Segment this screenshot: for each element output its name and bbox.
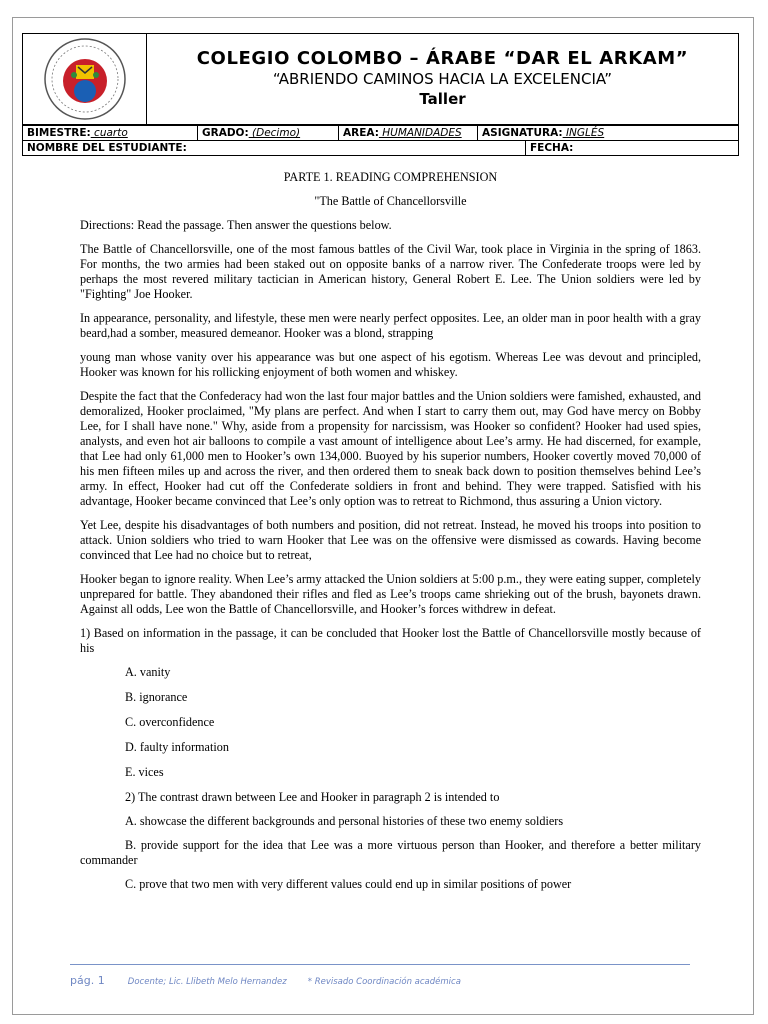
paragraph: Despite the fact that the Confederacy had won the last four major battles and the Union soldiers were famished, exhausted, and demoralized, Hooker proclaimed, "My plans are perfect. And when I start to carry them out, may God have mercy on Bobby Lee, for I shall have none." Why, aside from a propensity for narcissism, was Hooker so confident? Hooker had used spies, analysts, and even hot air balloons to compile a vast amount of intelligence about Lee’s army. He had discerned, for example, that Lee had only 61,000 men to Hooker’s own 134,000. Buoyed by his superior numbers, Hooker covertly moved 70,000 of his men fifteen miles up and across the river, and then ordered them to sneak back down to position themselves behind Lee’s army. In effect, Hooker had cut off the Confederate soldiers in front and behind. They were trapped. Satisfied with his advantage, Hooker became convinced that Lee’s only option was to retreat to Richmond, thus assuring a Union victory. (80, 389, 701, 508)
page-footer (70, 964, 690, 988)
paragraph: The Battle of Chancellorsville, one of the most famous battles of the Civil War, took place in Virginia in the spring of 1863. For months, the two armies had been staked out on opposite banks of a narrow river. The Confederate troops were led by perhaps the most revered military tactician in American history, General Robert E. Lee. The Union soldiers were led by "Fighting" Joe Hooker. (80, 242, 701, 301)
asignatura-cell (478, 126, 739, 141)
grado-value: (Decimo) (248, 127, 301, 139)
paragraph: young man whose vanity over his appearance was but one aspect of his egotism. Whereas Lee was devout and principled, Hooker was known for his rollicking enjoyment of both women and whiskey. (80, 350, 701, 379)
area-cell (339, 126, 478, 141)
q2-option-c: C. prove that two men with very different values could end up in similar positions of power (125, 877, 572, 891)
logo-cell (23, 34, 147, 124)
student-info-table (22, 125, 739, 156)
q1-option-d: D. faulty information (125, 740, 229, 754)
q1-option-c: C. overconfidence (125, 715, 215, 729)
bimestre-label: BIMESTRE: (27, 127, 91, 139)
q2-option-a: A. showcase the different backgrounds and personal histories of these two enemy soldiers (125, 814, 564, 828)
document-type: Taller (419, 90, 466, 108)
paragraph: Yet Lee, despite his disadvantages of both numbers and position, did not retreat. Instead, he moved his troops into position to attack. Union soldiers who tried to warn Hooker that Lee was on the offensive were dismissed as cowards. Having become convinced that Lee had no choice but to retreat, (80, 518, 701, 562)
page-number: pág. 1 (70, 974, 105, 987)
school-name: COLEGIO COLOMBO – ÁRABE “DAR EL ARKAM” (196, 48, 689, 69)
teacher-credit: Docente; Lic. Llibeth Melo Hernandez (127, 977, 287, 987)
date-label: FECHA: (530, 142, 574, 154)
asignatura-label: ASIGNATURA: (482, 127, 563, 139)
date-cell (526, 141, 739, 156)
paragraph: Hooker began to ignore reality. When Lee’s army attacked the Union soldiers at 5:00 p.m., they were eating supper, completely unprepared for battle. They abandoned their rifles and fled as Lee’s troops came shrieking out of the brush, bayonets drawn. Against all odds, Lee won the Battle of Chancellorsville, and Hooker’s forces withdrew in defeat. (80, 572, 701, 616)
area-label: AREA: (343, 127, 379, 139)
section-title: PARTE 1. READING COMPREHENSION (283, 170, 498, 184)
paragraph: In appearance, personality, and lifestyle, these men were nearly perfect opposites. Lee, an older man in poor health with a gray beard,had a somber, measured demeanor. Hooker was a blond, strapping (80, 311, 701, 340)
student-name-cell (23, 141, 526, 156)
grado-label: GRADO: (202, 127, 249, 139)
question-2: 2) The contrast drawn between Lee and Hooker in paragraph 2 is intended to (125, 790, 500, 804)
school-motto: “ABRIENDO CAMINOS HACIA LA EXCELENCIA” (272, 70, 613, 88)
bimestre-cell (23, 126, 198, 141)
directions: Directions: Read the passage. Then answer the questions below. (80, 218, 392, 232)
q2-option-b: B. provide support for the idea that Lee was a more virtuous person than Hooker, and therefore a better military commander (80, 838, 701, 867)
grado-cell (198, 126, 339, 141)
q1-option-a: A. vanity (125, 665, 171, 679)
school-logo (41, 35, 129, 123)
review-note: * Revisado Coordinación académica (307, 977, 461, 987)
q1-option-b: B. ignorance (125, 690, 188, 704)
document-header (22, 33, 739, 125)
asignatura-value: INGLÉS (562, 127, 605, 139)
bimestre-value: cuarto (90, 127, 128, 139)
student-name-label: NOMBRE DEL ESTUDIANTE: (27, 142, 187, 154)
title-cell (147, 34, 738, 124)
area-value: HUMANIDADES (378, 127, 462, 139)
document-body (80, 170, 701, 901)
question-1: 1) Based on information in the passage, it can be concluded that Hooker lost the Battle of Chancellorsville mostly because of his (80, 626, 701, 655)
q1-option-e: E. vices (125, 765, 164, 779)
passage-title: "The Battle of Chancellorsville (314, 194, 467, 208)
